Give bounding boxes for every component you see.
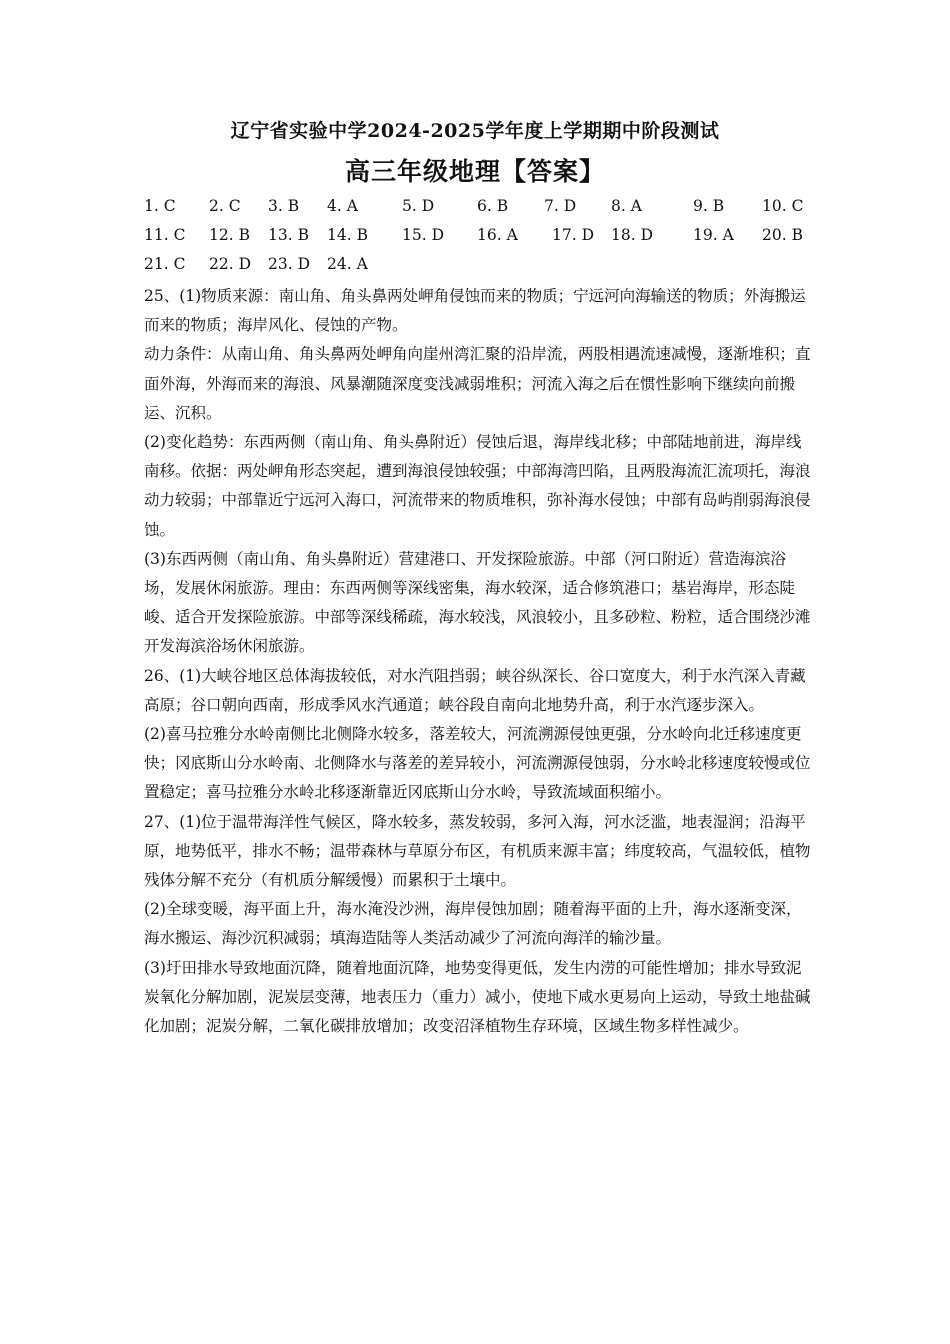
mc-answer: 14. B (327, 226, 368, 244)
mc-answer: 1. C (144, 197, 176, 215)
answer-26-1: 26、(1)大峡谷地区总体海拔较低，对水汽阻挡弱；峡谷纵深长、谷口宽度大，利于水汽深入青藏高原；谷口朝向西南，形成季风水汽通道；峡谷段自南向北地势升高，利于水汽逐步深入。 (144, 666, 806, 714)
multiple-choice-answers (144, 197, 824, 284)
mc-answer: 5. D (402, 197, 435, 215)
answer-25-3: (3)东西两侧（南山角、角头鼻附近）营建港口、开发探险旅游。中部（河口附近）营造海滨浴场，发展休闲旅游。理由：东西两侧等深线密集，海水较深，适合修筑港口；基岩海岸，形态陡峻、适合开发探险旅游。中部等深线稀疏，海水较浅，风浪较小，且多砂粒、粉粒，适合围绕沙滩开发海滨浴场休闲旅游。 (144, 549, 811, 656)
mc-row-1 (144, 197, 824, 226)
mc-answer: 4. A (327, 197, 358, 215)
mc-answer: 3. B (268, 197, 300, 215)
mc-answer: 8. A (611, 197, 642, 215)
mc-answer: 22. D (209, 255, 252, 273)
mc-answer: 2. C (209, 197, 241, 215)
answer-25-1: 25、(1)物质来源：南山角、角头鼻两处岬角侵蚀而来的物质；宁远河向海输送的物质；外海搬运而来的物质；海岸风化、侵蚀的产物。 (144, 287, 806, 335)
mc-answer: 6. B (477, 197, 509, 215)
mc-answer: 24. A (327, 255, 368, 273)
mc-answer: 13. B (268, 226, 309, 244)
answer-27-2: (2)全球变暖，海平面上升，海水淹没沙洲，海岸侵蚀加剧；随着海平面的上升，海水逐渐变深，海水搬运、海沙沉积减弱；填海造陆等人类活动减少了河流向海洋的输沙量。 (144, 900, 802, 948)
mc-row-3 (144, 255, 824, 284)
mc-answer: 20. B (762, 226, 803, 244)
mc-row-2 (144, 226, 824, 255)
mc-answer: 10. C (762, 197, 804, 215)
mc-answer: 16. A (477, 226, 518, 244)
essay-answers (144, 282, 812, 1041)
school-exam-title: 辽宁省实验中学2024-2025学年度上学期期中阶段测试 (230, 120, 720, 142)
mc-answer: 21. C (144, 255, 186, 273)
mc-answer: 9. B (693, 197, 725, 215)
mc-answer: 15. D (402, 226, 445, 244)
subject-answer-title: 高三年级地理【答案】 (344, 157, 605, 186)
mc-answer: 23. D (268, 255, 311, 273)
answer-26-2: (2)喜马拉雅分水岭南侧比北侧降水较多，落差较大，河流溯源侵蚀更强，分水岭向北迁移速度更快；冈底斯山分水岭南、北侧降水与落差的差异较小，河流溯源侵蚀弱，分水岭北移速度较慢或位置稳定；喜马拉雅分水岭北移逐渐靠近冈底斯山分水岭，导致流域面积缩小。 (144, 725, 811, 802)
answer-25-2: (2)变化趋势：东西两侧（南山角、角头鼻附近）侵蚀后退，海岸线北移；中部陆地前进，海岸线南移。依据：两处岬角形态突起，遭到海浪侵蚀较强；中部海湾凹陷，且两股海流汇流项托，海浪动力较弱；中部靠近宁远河入海口，河流带来的物质堆积，弥补海水侵蚀；中部有岛屿削弱海浪侵蚀。 (144, 433, 811, 539)
mc-answer: 17. D (552, 226, 595, 244)
answer-27-3: (3)圩田排水导致地面沉降，随着地面沉降，地势变得更低，发生内涝的可能性增加；排水导致泥炭氧化分解加剧，泥炭层变薄，地表压力（重力）减小，使地下咸水更易向上运动，导致土地盐碱化加剧；泥炭分解，二氧化碳排放增加；改变沼泽植物生存环境，区域生物多样性减少。 (144, 958, 811, 1036)
mc-answer: 19. A (693, 226, 734, 244)
answer-27-1: 27、(1)位于温带海洋性气候区，降水较多，蒸发较弱，多河入海，河水泛滥，地表湿润；沿海平原，地势低平，排水不畅；温带森林与草原分布区，有机质来源丰富；纬度较高，气温较低，植物残体分解不充分（有机质分解缓慢）而累积于土壤中。 (144, 812, 811, 890)
mc-answer: 11. C (144, 226, 186, 244)
mc-answer: 12. B (209, 226, 250, 244)
mc-answer: 18. D (611, 226, 654, 244)
mc-answer: 7. D (544, 197, 577, 215)
answer-25-1-dynamics: 动力条件：从南山角、角头鼻两处岬角向崖州湾汇聚的沿岸流，两股相遇流速减慢，逐渐堆积；直面外海，外海而来的海浪、风暴潮随深度变浅减弱堆积；河流入海之后在惯性影响下继续向前搬运、沉积。 (144, 345, 811, 422)
